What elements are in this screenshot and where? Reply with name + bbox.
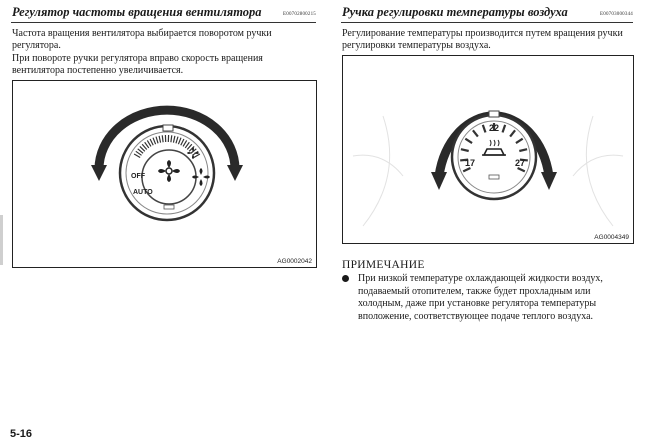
auto-label: AUTO <box>133 189 153 196</box>
knob-pointer-icon <box>163 125 173 131</box>
fan-speed-title: Регулятор частоты вращения вентилятора <box>12 5 262 19</box>
temp-low-label: 17 <box>464 158 476 168</box>
bullet-icon <box>342 275 349 282</box>
fan-speed-paragraph-2: При повороте ручки регулятора вправо скорость вращения вентилятора постепенно увеличивается. <box>12 53 263 76</box>
page-edge-mark <box>0 215 3 265</box>
fan-speed-section <box>11 0 316 265</box>
temperature-body <box>342 28 633 52</box>
page-number: 5-16 <box>10 428 33 440</box>
note-title: ПРИМЕЧАНИЕ <box>342 259 425 271</box>
temp-high-label: 27 <box>514 158 526 168</box>
knob-pointer-icon <box>489 111 499 117</box>
temp-mid-label: 22 <box>488 123 500 133</box>
indicator-slot <box>164 205 174 209</box>
fan-speed-heading-row <box>11 0 316 23</box>
temperature-figure <box>342 55 634 244</box>
fan-speed-code: E00702800215 <box>283 12 316 17</box>
temperature-code: E00703000344 <box>600 12 633 17</box>
temperature-knob-illustration <box>343 56 633 243</box>
temperature-paragraph-1: Регулирование температуры производится путем вращения ручки регулировки температуры воздуха. <box>342 28 623 51</box>
fan-speed-body <box>12 28 316 77</box>
indicator-slot <box>489 175 499 179</box>
fan-knob-illustration <box>13 81 316 267</box>
temperature-section <box>341 0 633 322</box>
fan-speed-figure <box>12 80 317 268</box>
temperature-title: Ручка регулировки температуры воздуха <box>342 5 568 19</box>
temperature-figure-code: AG0004349 <box>594 234 629 241</box>
note-text: При низкой температуре охлаждающей жидкости воздух, подаваемый отопителем, также будет прохладным или холодным, даже при установке регулятора температуры вположение, соответствующее подаче теплого воздуха. <box>358 273 603 322</box>
fan-speed-paragraph-1: Частота вращения вентилятора выбирается поворотом ручки регулятора. <box>12 28 272 51</box>
off-label: OFF <box>131 173 145 180</box>
fan-figure-code: AG0002042 <box>277 258 312 265</box>
note-body <box>341 273 633 323</box>
temperature-heading-row <box>341 0 633 23</box>
